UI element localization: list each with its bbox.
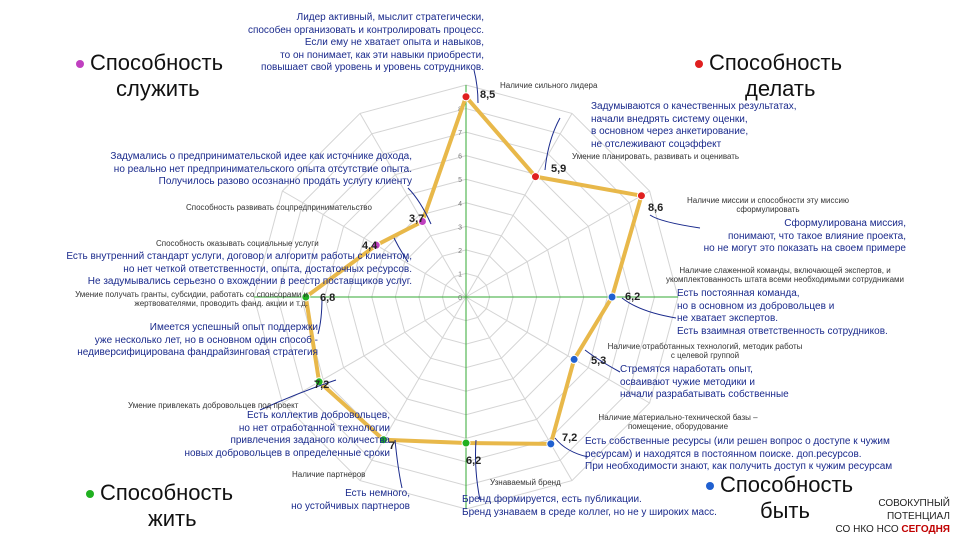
axis-label-11: Способность развивать соцпредпринимательство [186,203,372,212]
note-line: в основном через анкетирование, [591,126,749,137]
axis-label-1: Умение планировать, развивать и оценивать [572,152,740,161]
note-enterprise [66,151,412,189]
note-line: Есть коллектив добровольцев, [246,410,390,421]
note-line: но нет отработанной технологии [238,422,390,434]
value-label-9: 6,8 [320,292,336,304]
note-line: не отслеживают соцэффект [591,138,722,150]
note-line: Есть взаимная ответственность сотрудников. [677,325,888,337]
note-line: осваивают чужие методики и [620,376,755,388]
scale-tick-label: 1 [458,271,462,279]
note-team [677,288,888,338]
corner-do-label1: Способность [709,50,843,75]
axis-label-9: Умение получать гранты, субсидии, работать со спонсорами и жертвователями, проводить фанд. акции и т.д. [75,290,308,308]
scale-tick-label: 7 [458,130,462,138]
data-point [637,192,645,200]
note-line: Стремятся наработать опыт, [620,364,753,375]
axis-label-7: Наличие партнеров [292,470,366,479]
note-line: понимают, что такое влияние проекта, [727,230,906,242]
note-line: Есть постоянная команда, [677,288,800,299]
note-leader [222,12,484,75]
callout-connector [395,440,402,488]
grid-spoke [466,297,572,481]
axis-label-2: Наличие миссии и способности эту миссию сформулировать [687,196,849,214]
note-brand [462,494,717,519]
axis-label-10: Способность оказывать социальные услуги [156,239,319,248]
summary-line3-bold: СЕГОДНЯ [901,524,950,535]
note-grants [30,322,318,360]
value-label-11: 3,7 [409,213,425,225]
note-line: привлечения заданого количества [230,435,390,446]
note-line: начали внедрять систему оценки, [591,113,748,125]
data-point [547,440,555,448]
note-resources [585,436,892,474]
corner-be-label1: Способность [720,472,854,497]
value-label-1: 5,9 [551,163,567,175]
scale-tick-label: 6 [458,153,462,161]
note-line: Бренд узнаваем в среде коллег, но не у широких масс. [462,506,717,518]
note-line: то он понимает, как эти навыки приобрести, [280,49,484,61]
scale-tick-label: 3 [458,224,462,232]
corner-do [695,50,842,102]
corner-live-label2: жить [148,506,197,531]
note-methods [620,364,789,402]
note-line: новых добровольцев в определенные сроки [184,447,390,459]
value-label-10: 4,4 [362,240,378,252]
value-label-7: 7 [389,440,396,452]
axis-label-8: Умение привлекать добровольцев под проект [128,401,299,410]
note-line: Задумываются о качественных результатах, [591,101,797,112]
note-mission [656,218,906,256]
note-line: Не задумывались серьезно о вхождении в реестр поставщиков услуг. [87,276,412,287]
corner-live-label1: Способность [100,480,234,505]
note-line: уже несколько лет, но в основном один способ - [94,334,318,346]
axis-label-0: Наличие сильного лидера [500,81,598,90]
value-label-6: 6,2 [466,455,482,467]
value-label-4: 5,3 [591,355,607,367]
note-line: Если ему не хватает опыта и навыков, [304,37,484,48]
note-line: недиверсифицирована фандрайзинговая стратегия [77,347,318,358]
corner-be [706,472,853,524]
note-line: Есть внутренний стандарт услуги, договор и алгоритм работы с клиентом, [66,251,412,262]
note-partners [270,488,410,513]
corner-live [86,480,233,532]
note-services [20,251,412,289]
corner-serve [76,50,223,102]
note-line: но устойчивых партнеров [291,500,410,512]
note-line: но в основном из добровольцев и [677,300,835,312]
note-line: начали разрабатывать собственные [620,389,789,400]
data-point [531,173,539,181]
note-line: не хватает экспертов. [677,313,779,324]
note-line: повышает свой уровень и уровень сотрудников. [261,62,484,73]
serve-dot-icon [76,60,84,68]
note-line: Есть немного, [345,488,410,499]
scale-tick-label: 2 [458,247,462,255]
note-line: Сформулирована миссия, [784,218,906,229]
value-label-5: 7,2 [562,432,578,444]
note-line: Имеется успешный опыт поддержки [149,322,318,333]
corner-serve-label2: служить [116,76,200,101]
value-label-0: 8,5 [480,89,496,101]
data-point [462,93,470,101]
note-line: Есть собственные ресурсы (или решен вопрос о доступе к чужим [585,436,890,447]
note-volunteers [150,410,390,460]
scale-tick-label: 0 [458,295,462,302]
note-line: Лидер активный, мыслит стратегически, [296,12,484,23]
summary-line2: ПОТЕНЦИАЛ [886,511,950,522]
value-label-2: 8,6 [648,202,664,214]
note-line: Задумались о предпринимательской идее как источнике дохода, [110,151,412,162]
grid-spoke [466,113,572,297]
note-line: способен организовать и контролировать процесс. [247,24,484,36]
summary-line1: СОВОКУПНЫЙ [878,498,950,509]
summary-caption [836,497,950,536]
scale-tick-label: 5 [458,177,462,185]
axis-label-3: Наличие слаженной команды, включающей экспертов, и укомплектованность штата всеми необходимыми сотрудниками [665,266,905,284]
axis-label-6: Узнаваемый бренд [490,478,561,487]
scale-tick-label: 8 [458,106,462,114]
scale-tick-label: 4 [458,200,462,208]
data-point [462,439,470,447]
axis-label-4: Наличие отработанных технологий, методик работы с целевой группой [607,342,803,360]
note-line: При необходимости знают, как получить доступ к чужим ресурсам [585,461,893,472]
axis-label-5: Наличие материально-технической базы – помещение, оборудование [598,413,758,431]
corner-serve-label1: Способность [90,50,224,75]
grid-spoke [466,191,650,297]
note-line: но реально нет предпринимательского опыта отсутствие опыта. [113,163,412,175]
corner-be-label2: быть [760,498,810,523]
summary-line3-prefix: СО НКО НСО [835,524,902,535]
note-line: но не могут это показать на своем примере [703,243,906,254]
note-line: но нет четкой ответственности, опыта, достаточных ресурсов. [123,263,412,275]
note-line: ресурсам) и находятся в постоянном поиске. доп.ресурсов. [585,448,862,460]
data-point [570,355,578,363]
value-label-8: 7,2 [314,379,330,391]
note-line: Бренд формируется, есть публикации. [462,494,642,505]
note-quality [591,101,797,151]
callout-connector [474,70,478,103]
be-dot-icon [706,482,714,490]
do-dot-icon [695,60,703,68]
corner-do-label2: делать [745,76,816,101]
callout-connector [476,440,481,500]
note-line: Получилось разово осознанно продать услугу клиенту [158,176,412,187]
value-label-3: 6,2 [625,291,641,303]
data-point [608,293,616,301]
live-dot-icon [86,490,94,498]
